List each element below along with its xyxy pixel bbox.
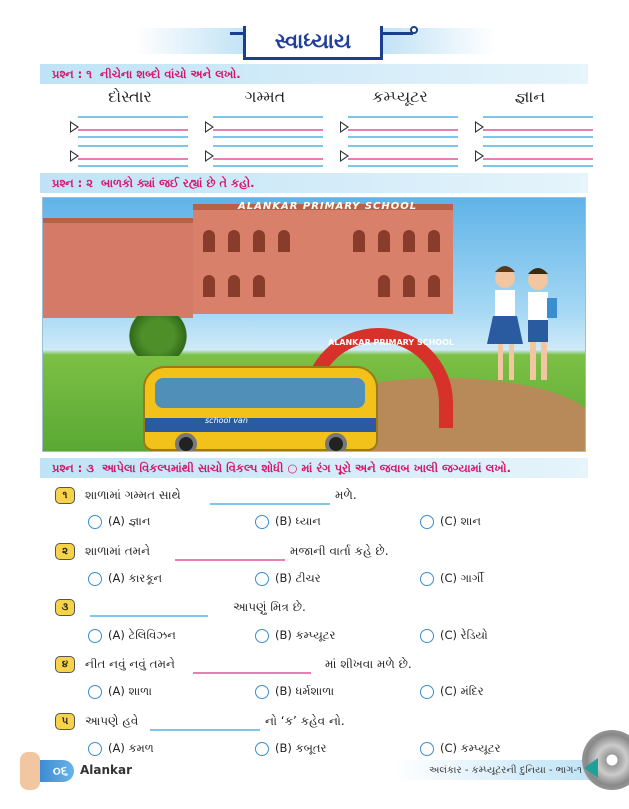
radio-circle-icon[interactable] [420, 742, 434, 756]
option-b[interactable]: (B) કબૂતર [255, 741, 326, 756]
option-a[interactable]: (A) કમળ [88, 741, 154, 756]
school-sign: ALANKAR PRIMARY SCHOOL [238, 201, 418, 212]
radio-circle-icon[interactable] [255, 515, 269, 529]
children-walking [483, 258, 563, 398]
radio-circle-icon[interactable] [255, 742, 269, 756]
item-text-post: મજાની વાર્તા કહે છે. [290, 544, 389, 558]
school-wing [43, 218, 193, 318]
arrow-icon [70, 150, 79, 162]
option-c[interactable]: (C) કમ્પ્યૂટર [420, 741, 501, 756]
item-number: ૧ [55, 487, 75, 504]
writing-line[interactable] [340, 145, 460, 167]
radio-circle-icon[interactable] [88, 572, 102, 586]
option-b[interactable]: (B) ધર્મશાળા [255, 684, 334, 699]
option-a[interactable]: (A) શાળા [88, 684, 152, 699]
arch-sign: ALANKAR PRIMARY SCHOOL [328, 338, 454, 347]
bus-text: school van [205, 416, 248, 425]
arrow-icon [584, 758, 598, 778]
writing-line[interactable] [70, 145, 190, 167]
item-number: ૨ [55, 543, 75, 560]
item-text-pre: શાળામાં ગમ્મત સાથે [85, 488, 181, 502]
answer-blank[interactable] [193, 672, 311, 674]
question-1-header [40, 64, 588, 84]
item-text-pre: શાળામાં તમને [85, 544, 151, 558]
question-2-header [40, 173, 588, 193]
radio-circle-icon[interactable] [88, 742, 102, 756]
arrow-icon [70, 121, 79, 133]
option-b[interactable]: (B) ધ્યાન [255, 514, 321, 529]
question-text: બાળકો ક્યાં જઈ રહ્યાં છે તે કહો. [101, 175, 255, 190]
answer-blank[interactable] [150, 729, 260, 731]
radio-circle-icon[interactable] [88, 515, 102, 529]
page-title: સ્વાધ્યાય [274, 29, 352, 53]
arrow-icon [475, 121, 484, 133]
answer-blank[interactable] [90, 615, 208, 617]
option-c[interactable]: (C) ગાર્ગી [420, 571, 484, 586]
word: દોસ્તાર [108, 87, 152, 106]
radio-circle-icon[interactable] [420, 572, 434, 586]
radio-circle-icon[interactable] [420, 685, 434, 699]
writing-line[interactable] [205, 116, 325, 138]
question-text: આપેલા વિકલ્પમાંથી સાચો વિકલ્પ શોધી ○ માં રંગ પૂરો અને જવાબ ખાલી જગ્યામાં લખો. [101, 460, 511, 475]
title-ornament [230, 32, 244, 35]
writing-line[interactable] [205, 145, 325, 167]
radio-circle-icon[interactable] [255, 629, 269, 643]
writing-line[interactable] [475, 116, 595, 138]
page-title-box [243, 26, 383, 60]
mcq-item-1 [55, 487, 575, 507]
item-text-pre: આપણે હવે [85, 714, 139, 728]
radio-circle-icon[interactable] [420, 629, 434, 643]
page-number: ૦૬ [24, 760, 74, 782]
option-c[interactable]: (C) શાન [420, 514, 481, 529]
answer-blank[interactable] [175, 559, 285, 561]
question-text: નીચેના શબ્દો વાંચો અને લખો. [99, 66, 241, 81]
writing-row-1 [70, 116, 590, 138]
item-number: ૪ [55, 656, 75, 673]
question-number: પ્રશ્ન : ૧ [52, 66, 92, 81]
writing-line[interactable] [70, 116, 190, 138]
writing-line[interactable] [475, 145, 595, 167]
radio-circle-icon[interactable] [88, 629, 102, 643]
title-ornament [410, 26, 418, 34]
writing-line[interactable] [340, 116, 460, 138]
item-text-post: માં શીખવા મળે છે. [325, 657, 412, 671]
arrow-icon [475, 150, 484, 162]
item-text-post: મળે. [335, 488, 357, 502]
arrow-icon [205, 150, 214, 162]
mcq-item-5 [55, 713, 575, 733]
brand-logo: Alankar [80, 763, 133, 777]
option-c[interactable]: (C) મંદિર [420, 684, 484, 699]
question-3-header [40, 458, 588, 478]
item-number: ૫ [55, 713, 75, 730]
answer-blank[interactable] [210, 503, 330, 505]
word-row [40, 87, 588, 111]
item-text-post: નો ‘ક’ કહેવ નો. [265, 714, 345, 728]
item-text-pre: નીત નવું નવું તમને [85, 657, 175, 671]
arrow-icon [340, 121, 349, 133]
writing-row-2 [70, 145, 590, 167]
question-number: પ્રશ્ન : ૨ [52, 175, 93, 190]
option-a[interactable]: (A) જ્ઞાન [88, 514, 150, 529]
school-illustration [42, 197, 586, 452]
word: ગમ્મત [244, 87, 286, 106]
mcq-item-2 [55, 543, 575, 563]
series-title: અલંકાર - કમ્પ્યૂટરની દુનિયા - ભાગ-૧ [428, 764, 582, 776]
mcq-item-4 [55, 656, 575, 676]
option-b[interactable]: (B) ટીચર [255, 571, 321, 586]
tree [123, 316, 193, 356]
option-b[interactable]: (B) કમ્પ્યૂટર [255, 628, 335, 643]
item-number: ૩ [55, 599, 75, 616]
radio-circle-icon[interactable] [88, 685, 102, 699]
item-text-post: આપણું મિત્ર છે. [233, 600, 306, 614]
option-a[interactable]: (A) કારકૂન [88, 571, 162, 586]
mcq-item-3 [55, 599, 575, 619]
series-footer [395, 760, 590, 780]
arrow-icon [340, 150, 349, 162]
school-bus [143, 366, 378, 451]
radio-circle-icon[interactable] [255, 572, 269, 586]
question-number: પ્રશ્ન : ૩ [52, 460, 94, 475]
word: જ્ઞાન [514, 87, 546, 106]
school-building [193, 204, 453, 314]
radio-circle-icon[interactable] [420, 515, 434, 529]
word: કમ્પ્યૂટર [372, 87, 428, 106]
radio-circle-icon[interactable] [255, 685, 269, 699]
option-c[interactable]: (C) રેડિયો [420, 628, 488, 643]
hand-icon [20, 752, 40, 790]
title-ornament [383, 32, 413, 35]
arrow-icon [205, 121, 214, 133]
option-a[interactable]: (A) ટેલિવિઝન [88, 628, 176, 643]
